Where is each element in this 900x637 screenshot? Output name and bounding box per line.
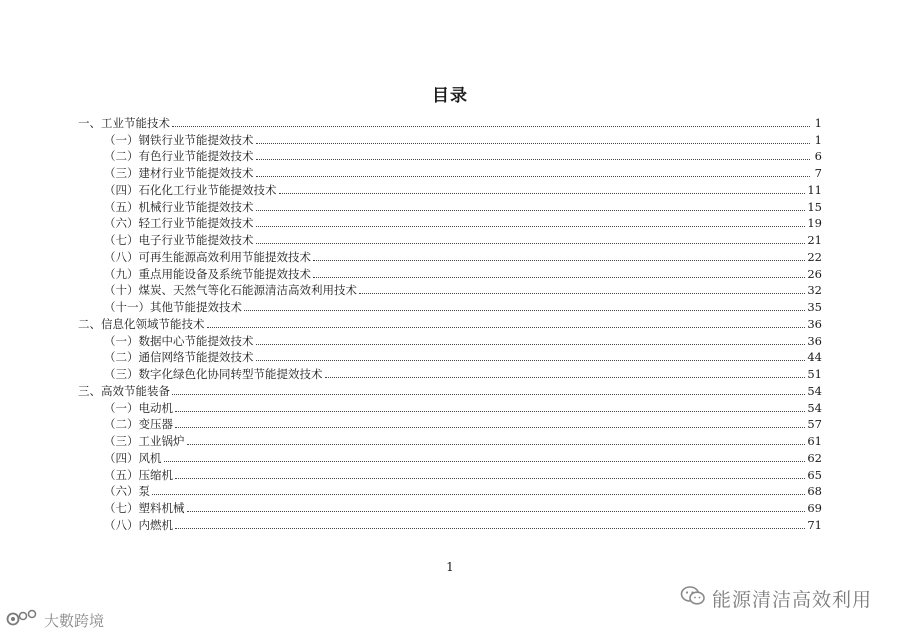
toc-dot-leader xyxy=(175,426,805,428)
toc-entry-label: （二）有色行业节能提效技术 xyxy=(104,149,254,164)
toc-entry xyxy=(78,364,822,381)
toc-entry-label: （一）钢铁行业节能提效技术 xyxy=(104,132,254,147)
toc-dot-leader xyxy=(175,410,805,412)
toc-dot-leader xyxy=(256,225,806,227)
toc-dot-leader xyxy=(256,242,806,244)
toc-entry xyxy=(78,180,822,197)
toc-entry-label: 一、工业节能技术 xyxy=(78,115,170,130)
toc-dot-leader xyxy=(256,359,806,361)
toc-dot-leader xyxy=(359,292,805,294)
toc-entry xyxy=(78,498,822,515)
toc-dot-leader xyxy=(175,527,805,529)
toc-entry-page: 57 xyxy=(807,417,822,432)
toc-entry-page: 51 xyxy=(807,367,822,381)
toc-entry-label: （一）电动机 xyxy=(104,400,173,415)
toc-dot-leader xyxy=(313,259,805,261)
page-title: 目录 xyxy=(432,86,468,106)
toc-dot-leader xyxy=(187,443,806,445)
toc-entry xyxy=(78,348,822,365)
toc-entry-page: 22 xyxy=(807,249,822,264)
toc-dot-leader xyxy=(164,460,806,462)
toc-entry xyxy=(78,230,822,247)
toc-dot-leader xyxy=(256,142,811,144)
toc-entry-label: （六）轻工行业节能提效技术 xyxy=(104,216,254,231)
watermark-wechat xyxy=(680,585,872,612)
toc-entry-label: （七）塑料机械 xyxy=(104,501,185,515)
toc-dot-leader xyxy=(175,477,805,479)
toc-entry-label: （四）风机 xyxy=(104,450,162,465)
toc-entry-label: （八）内燃机 xyxy=(104,517,173,532)
toc-entry xyxy=(78,482,822,499)
toc-dot-leader xyxy=(313,276,805,278)
page-number: 1 xyxy=(446,560,454,574)
toc-dot-leader xyxy=(279,192,806,194)
toc-dot-leader xyxy=(244,309,805,311)
toc-entry xyxy=(78,415,822,432)
toc-entry-page: 1 xyxy=(814,132,822,147)
toc-entry-page: 36 xyxy=(807,316,822,331)
toc-entry-page: 61 xyxy=(807,434,822,448)
toc-entry xyxy=(78,197,822,214)
toc-dot-leader xyxy=(256,175,811,177)
toc-dot-leader xyxy=(152,493,805,495)
toc-entry-page: 6 xyxy=(814,149,822,164)
toc-entry-label: （十一）其他节能提效技术 xyxy=(104,300,242,314)
toc-dot-leader xyxy=(256,158,811,160)
toc-entry xyxy=(78,113,822,130)
toc-dot-leader xyxy=(187,510,806,512)
toc-entry-page: 65 xyxy=(807,467,822,482)
toc-entry-label: 三、高效节能装备 xyxy=(78,383,170,398)
toc-dot-leader xyxy=(256,343,806,345)
toc-entry-page: 71 xyxy=(807,517,822,532)
toc-entry-label: （五）机械行业节能提效技术 xyxy=(104,199,254,214)
toc-entry xyxy=(78,163,822,180)
toc-entry xyxy=(78,214,822,231)
toc-entry-label: （六）泵 xyxy=(104,484,150,499)
watermark-right-text: 能源清洁高效利用 xyxy=(711,589,872,611)
toc-entry-page: 54 xyxy=(807,400,822,415)
toc-entry xyxy=(78,381,822,398)
toc-entry-label: （十）煤炭、天然气等化石能源清洁高效利用技术 xyxy=(104,283,357,298)
watermark-brand xyxy=(6,607,104,633)
toc-entry xyxy=(78,431,822,448)
toc-entry-label: （五）压缩机 xyxy=(104,467,173,482)
toc-entry-page: 32 xyxy=(807,283,822,298)
toc-entry xyxy=(78,314,822,331)
toc-entry-label: （二）通信网络节能提效技术 xyxy=(104,350,254,365)
toc-entry-page: 62 xyxy=(807,450,822,465)
toc-entry-label: （三）建材行业节能提效技术 xyxy=(104,166,254,180)
toc-entry-label: （八）可再生能源高效利用节能提效技术 xyxy=(104,249,311,264)
toc-entry-page: 68 xyxy=(807,484,822,499)
toc-entry xyxy=(78,331,822,348)
toc-dot-leader xyxy=(256,209,806,211)
toc-entry-page: 7 xyxy=(814,166,822,180)
toc-entry-label: （七）电子行业节能提效技术 xyxy=(104,233,254,247)
toc-entry-label: （三）工业锅炉 xyxy=(104,434,185,448)
toc-entry xyxy=(78,465,822,482)
toc-dot-leader xyxy=(172,125,810,127)
brand-logo-icon xyxy=(6,607,40,633)
toc-entry xyxy=(78,247,822,264)
watermark-left-text: 大數跨境 xyxy=(44,611,105,630)
toc-entry-page: 11 xyxy=(807,182,822,197)
toc-entry xyxy=(78,398,822,415)
toc-entry-label: （九）重点用能设备及系统节能提效技术 xyxy=(104,266,311,281)
toc-entry-page: 54 xyxy=(807,383,822,398)
toc-entry-label: 二、信息化领域节能技术 xyxy=(78,316,205,331)
toc-entry xyxy=(78,281,822,298)
toc-entry-page: 44 xyxy=(807,350,822,365)
toc-dot-leader xyxy=(325,376,806,378)
toc-entry xyxy=(78,130,822,147)
toc-entry-page: 21 xyxy=(807,233,822,247)
table-of-contents xyxy=(78,113,822,532)
toc-entry-label: （四）石化化工行业节能提效技术 xyxy=(104,182,277,197)
toc-entry-label: （二）变压器 xyxy=(104,417,173,432)
toc-entry-label: （一）数据中心节能提效技术 xyxy=(104,333,254,348)
toc-entry xyxy=(78,448,822,465)
toc-entry-page: 35 xyxy=(807,300,822,314)
toc-entry-label: （三）数字化绿色化协同转型节能提效技术 xyxy=(104,367,323,381)
toc-entry-page: 26 xyxy=(807,266,822,281)
toc-entry-page: 15 xyxy=(807,199,822,214)
toc-entry-page: 1 xyxy=(814,115,822,130)
wechat-icon xyxy=(680,585,706,612)
toc-dot-leader xyxy=(207,326,806,328)
toc-entry xyxy=(78,147,822,164)
toc-dot-leader xyxy=(172,393,805,395)
toc-entry xyxy=(78,297,822,314)
toc-entry-page: 19 xyxy=(807,216,822,231)
toc-entry-page: 69 xyxy=(807,501,822,515)
toc-entry xyxy=(78,264,822,281)
toc-entry xyxy=(78,515,822,532)
toc-entry-page: 36 xyxy=(807,333,822,348)
